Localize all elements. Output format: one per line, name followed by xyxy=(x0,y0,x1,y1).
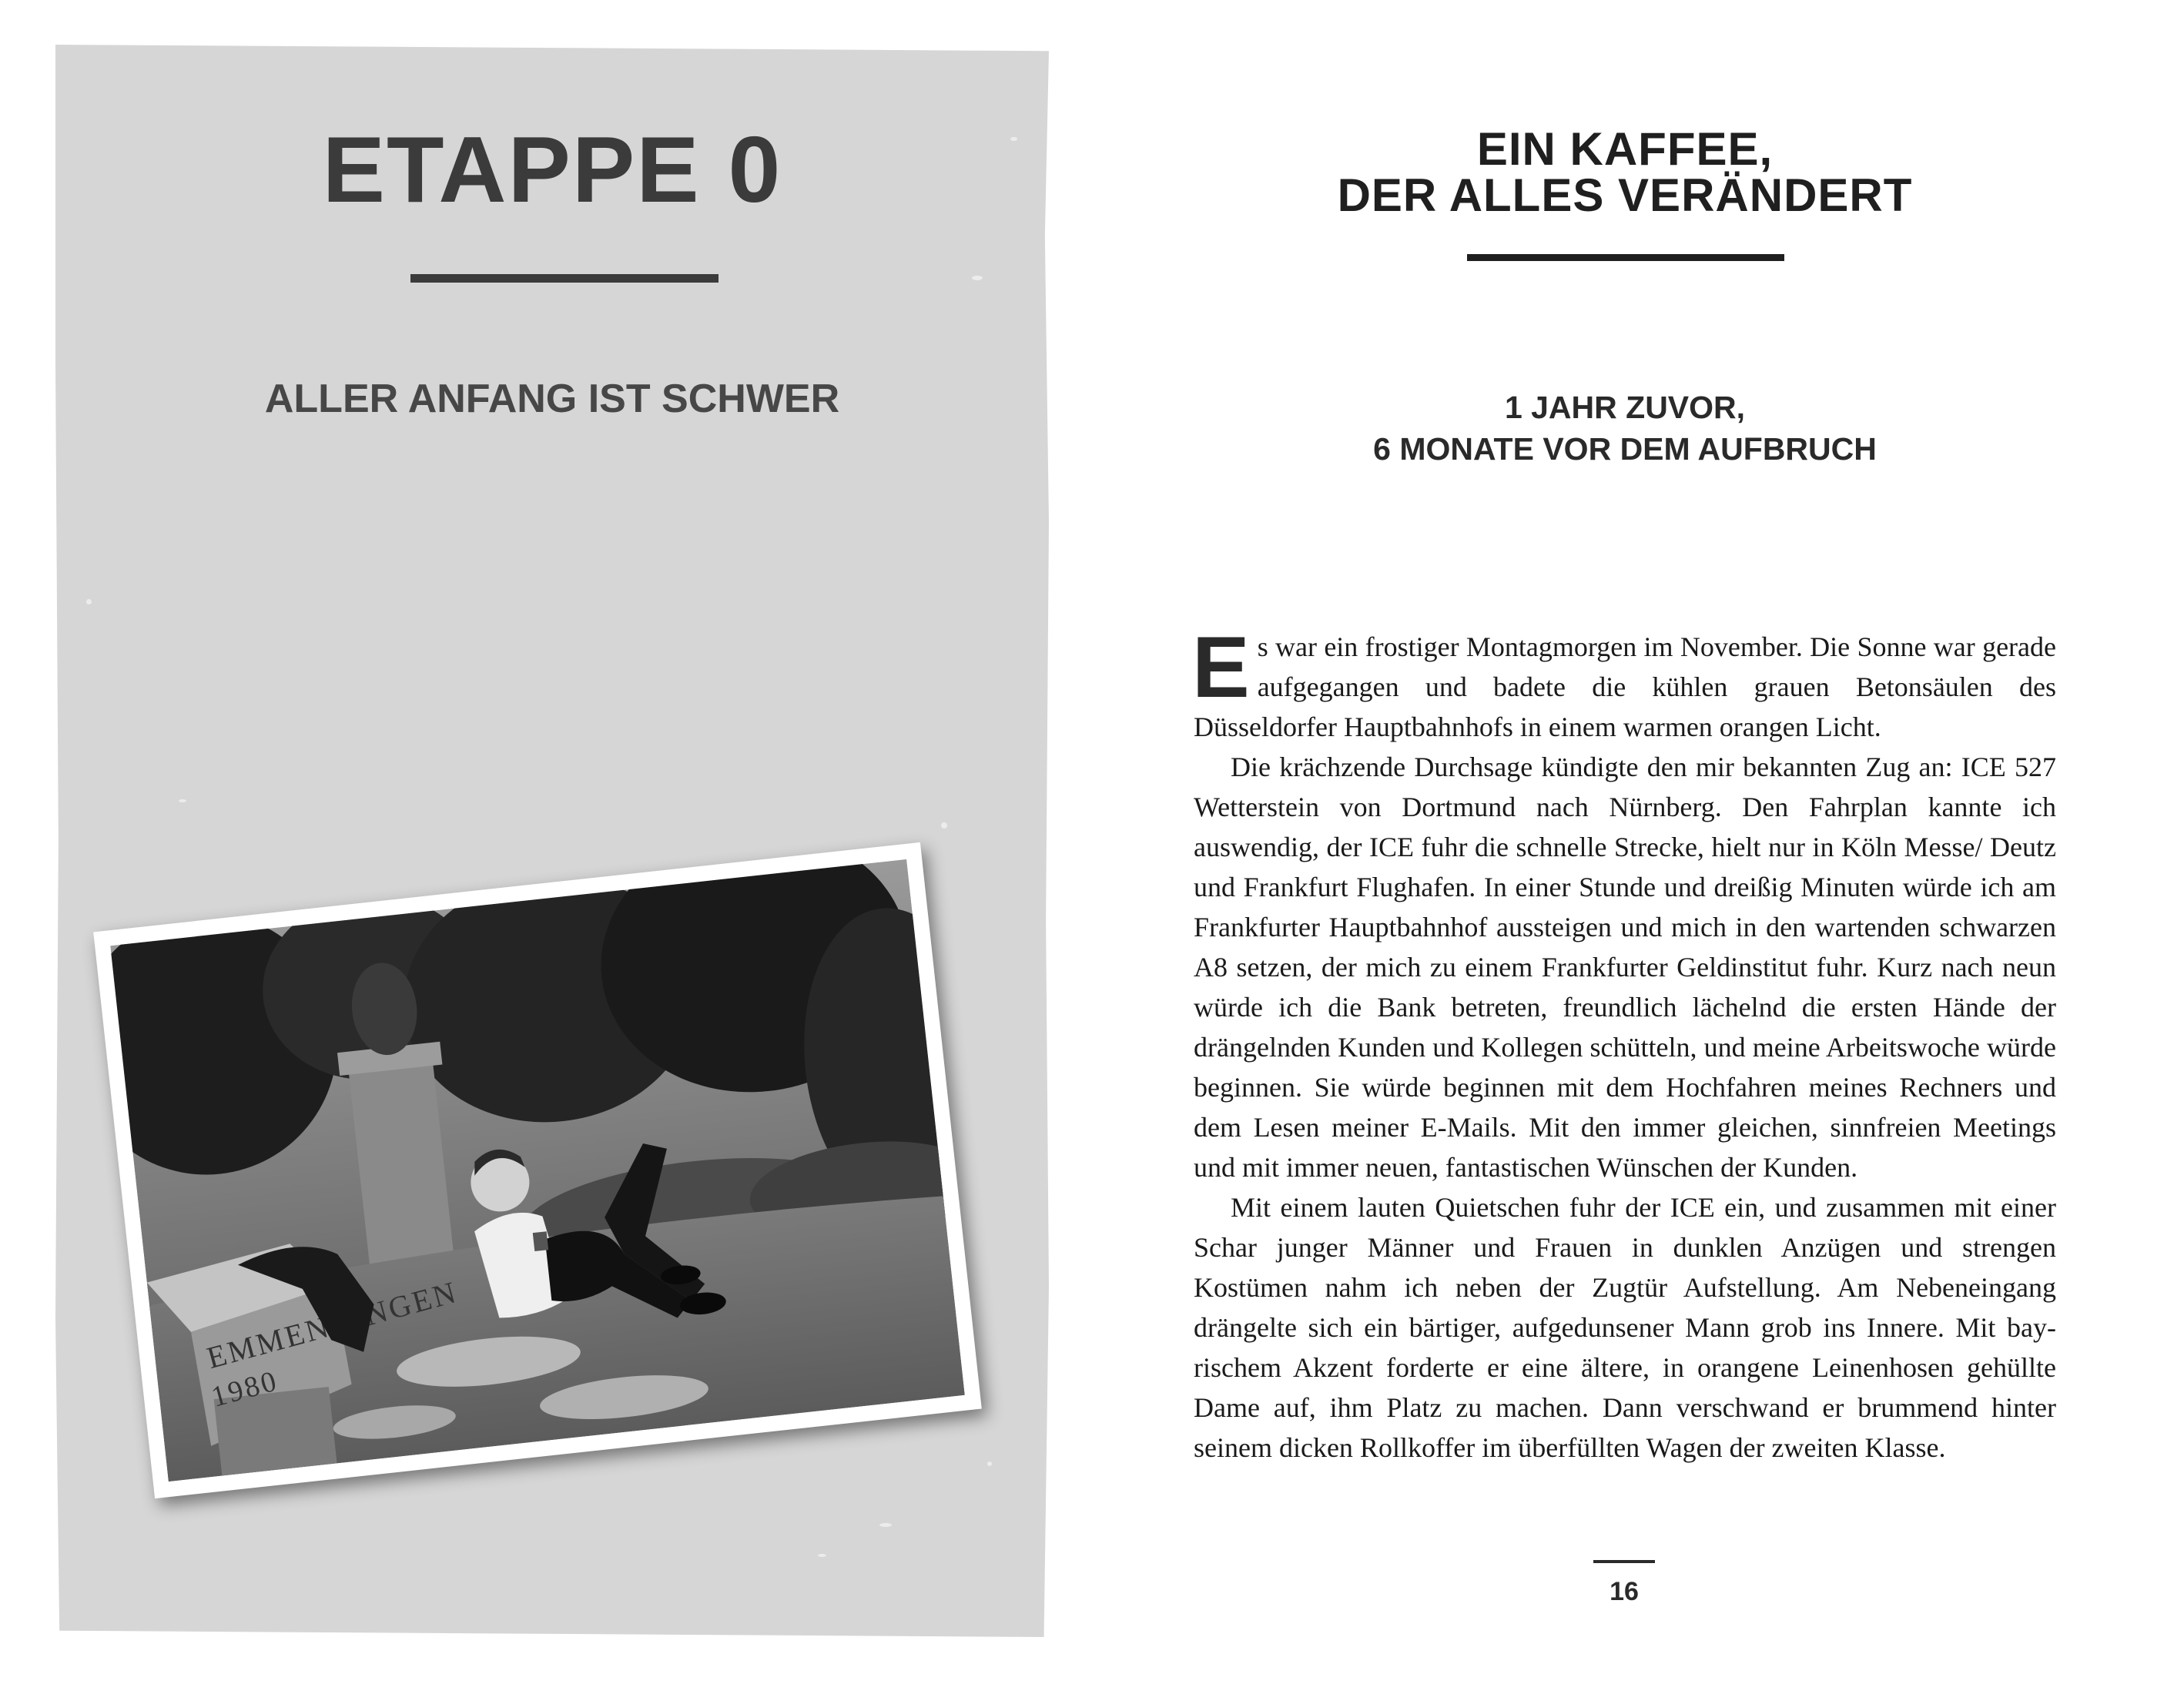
texture-speck xyxy=(818,1554,826,1557)
chapter-title-line: EIN KAFFEE, xyxy=(1476,123,1774,175)
chapter-subtitle-line: 6 MONATE VOR DEM AUFBRUCH xyxy=(1373,431,1877,467)
texture-speck xyxy=(86,599,92,604)
page-number: 16 xyxy=(1610,1577,1639,1606)
stage-title: ETAPPE 0 xyxy=(322,117,782,222)
paragraph-text: s war ein frostiger Montagmorgen im November. Die Sonne war gerade aufgegangen und badete die kühlen grauen Betonsäulen des Düsseldorfer Hauptbahnhofs in einem warmen orangen Licht. xyxy=(1194,631,2056,742)
chapter-subtitle xyxy=(1217,387,2033,470)
chapter-title-rule xyxy=(1467,254,1784,261)
texture-speck xyxy=(987,1461,992,1466)
photo-print xyxy=(93,842,982,1498)
bench-year: 1980 xyxy=(208,1364,282,1414)
texture-speck xyxy=(972,276,983,280)
photo-man-reclining-on-lawn xyxy=(110,859,965,1481)
chapter-title-line: DER ALLES VERÄNDERT xyxy=(1337,169,1913,221)
page-number-rule xyxy=(1593,1560,1655,1563)
stage-title-rule xyxy=(410,274,719,283)
texture-speck xyxy=(879,1523,892,1527)
paragraph: Die krächzende Durchsage kündigte den mir bekannten Zug an: ICE 527 Wetterstein von Dortmund nach Nürnberg. Den Fahrplan kannte ich auswendig, der ICE fuhr die schnelle Strecke, hielt nur in Köln Messe/ Deutz und Frankfurt Flughafen. In einer Stunde und dreißig Minuten würde ich am Frankfurter Hauptbahnhof aussteigen und mich in den wartenden schwarzen A8 setzen, der mich zu einem Frankfurter Geldinstitut fuhr. Kurz nach neun würde ich die Bank betreten, freundlich lächelnd die ersten Hände der drängelnden Kunden und Kollegen schütteln, und meine Arbeitswoche würde beginnen. Sie würde beginnen mit dem Hochfahren meines Rechners und dem Lesen meiner E-Mails. Mit den immer gleichen, sinnfreien Meetings und mit immer neuen, fantastischen Wünschen der Kunden. xyxy=(1194,752,2056,1183)
chapter-body xyxy=(1192,619,2056,1468)
texture-speck xyxy=(941,822,947,829)
paragraph: Mit einem lauten Quietschen fuhr der ICE ein, und zusammen mit einer Schar junger Männer und Frauen in dunklen Anzügen und strengen Kostümen nahm ich neben der Zugtür Aufstellung. Am Nebeneingang drängelte sich ein bärtiger, aufgedunsener Mann grob ins Innere. Mit bayrischem Akzent forderte er eine ältere, in orangene Leinenhosen gehüllte Dame auf, ihm Platz zu machen. Dann verschwand er brummend hinter seinem dicken Rollkoffer im überfüllten Wagen der zweiten Klasse. xyxy=(1194,1192,2056,1463)
texture-speck xyxy=(179,799,186,802)
chapter-title xyxy=(1217,123,2033,221)
drop-cap: E xyxy=(1192,619,1250,715)
paragraph xyxy=(1192,619,2056,747)
stage-subtitle: ALLER ANFANG IST SCHWER xyxy=(264,377,840,421)
chapter-subtitle-line: 1 JAHR ZUVOR, xyxy=(1504,390,1746,425)
